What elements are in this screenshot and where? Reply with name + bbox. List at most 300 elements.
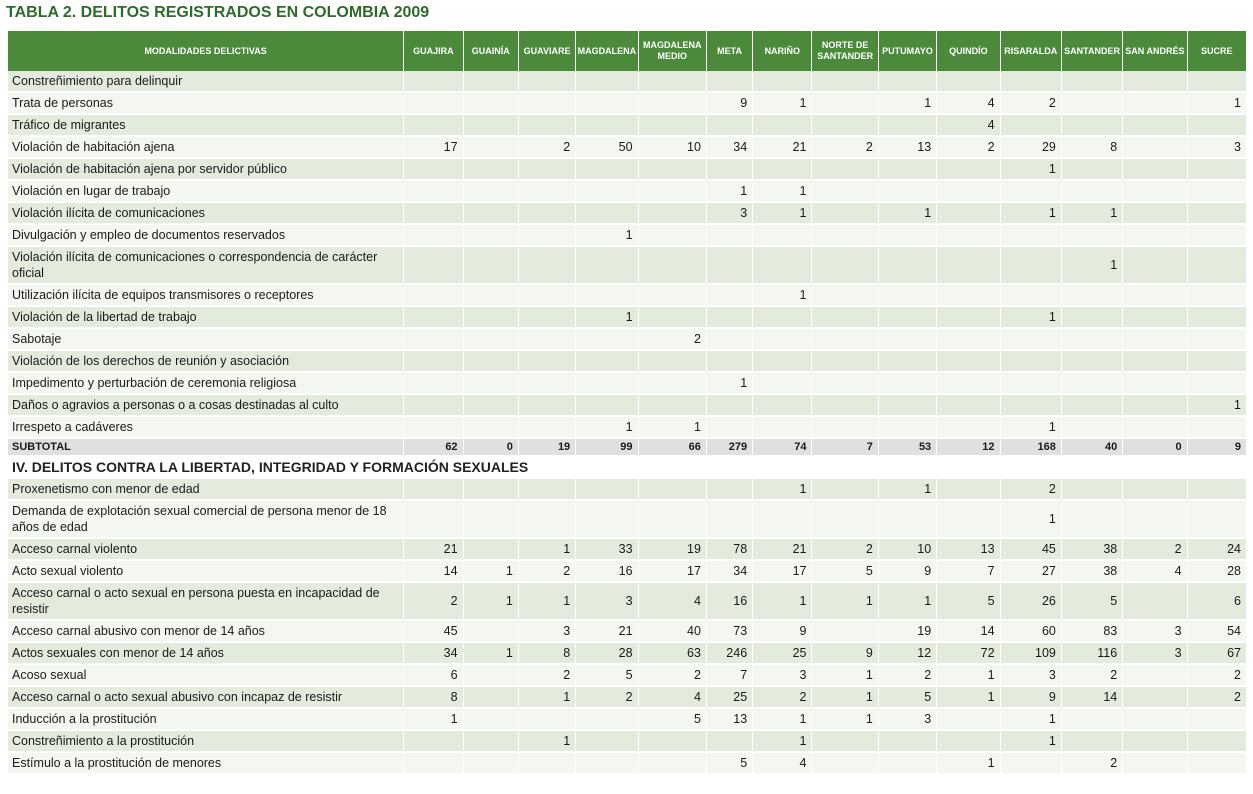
column-header-region: NARIÑO [753,31,812,71]
cell-value [518,394,575,416]
cell-value [937,730,1000,752]
cell-value [576,394,638,416]
cell-value: 12 [878,642,936,664]
cell-value: 21 [753,136,812,158]
cell-value: 1 [753,284,812,306]
cell-value [706,350,752,372]
cell-value: 10 [878,538,936,560]
cell-value: 8 [1061,136,1122,158]
cell-value [1187,180,1246,202]
cell-value [463,478,518,500]
table-row [8,350,1247,372]
cell-value [753,158,812,180]
cell-value [1123,752,1187,774]
row-label: Violación de habitación ajena por servidor público [8,158,404,180]
cell-value: 50 [576,136,638,158]
cell-value: 1 [753,730,812,752]
cell-value [638,306,706,328]
cell-value [706,416,752,438]
cell-value [753,350,812,372]
cell-value [404,306,463,328]
cell-value: 78 [706,538,752,560]
cell-value [576,202,638,224]
cell-value [463,538,518,560]
cell-value [1187,246,1246,284]
header-row [8,31,1247,71]
cell-value [1123,224,1187,246]
cell-value: 3 [1123,642,1187,664]
cell-value [878,328,936,350]
cell-value: 63 [638,642,706,664]
table-row [8,246,1247,284]
cell-value [638,730,706,752]
row-label: Tráfico de migrantes [8,114,404,136]
cell-value: 5 [638,708,706,730]
cell-value [1000,284,1061,306]
cell-value [463,350,518,372]
cell-value: 6 [1187,582,1246,620]
cell-value: 109 [1000,642,1061,664]
cell-value [937,708,1000,730]
cell-value [638,224,706,246]
cell-value [463,71,518,92]
cell-value [878,114,936,136]
cell-value: 83 [1061,620,1122,642]
cell-value: 25 [753,642,812,664]
cell-value: 1 [518,582,575,620]
cell-value: 1 [753,180,812,202]
cell-value [463,686,518,708]
cell-value [878,416,936,438]
subtotal-row [8,438,1247,456]
table-row [8,71,1247,92]
cell-value [753,246,812,284]
cell-value [1123,158,1187,180]
cell-value: 1 [1187,394,1246,416]
cell-value [463,92,518,114]
table-row [8,730,1247,752]
cell-value: 4 [937,114,1000,136]
cell-value: 21 [404,538,463,560]
cell-value [1187,500,1246,538]
table-row [8,416,1247,438]
cell-value [706,478,752,500]
cell-value: 1 [518,730,575,752]
cell-value [1123,202,1187,224]
cell-value [463,136,518,158]
cell-value [878,372,936,394]
cell-value [463,114,518,136]
cell-value [518,328,575,350]
row-label: Acceso carnal abusivo con menor de 14 años [8,620,404,642]
cell-value: 2 [1187,686,1246,708]
table-row [8,686,1247,708]
cell-value: 2 [1000,478,1061,500]
cell-value [706,394,752,416]
cell-value: 1 [1187,92,1246,114]
subtotal-value: 66 [638,438,706,456]
table-row [8,752,1247,774]
cell-value [937,416,1000,438]
cell-value: 2 [812,538,878,560]
cell-value: 14 [404,560,463,582]
cell-value [812,202,878,224]
cell-value [1123,664,1187,686]
column-header-region: SUCRE [1187,31,1246,71]
cell-value: 13 [706,708,752,730]
cell-value [1061,708,1122,730]
cell-value [878,224,936,246]
cell-value: 116 [1061,642,1122,664]
cell-value [638,350,706,372]
cell-value [937,180,1000,202]
cell-value: 26 [1000,582,1061,620]
cell-value: 6 [404,664,463,686]
cell-value: 1 [518,538,575,560]
subtotal-value: 19 [518,438,575,456]
cell-value [1123,372,1187,394]
cell-value [463,708,518,730]
table-row [8,180,1247,202]
cell-value [638,284,706,306]
subtotal-value: 9 [1187,438,1246,456]
cell-value: 8 [518,642,575,664]
cell-value [1123,306,1187,328]
cell-value [878,500,936,538]
cell-value: 54 [1187,620,1246,642]
cell-value [404,71,463,92]
table-number: TABLA 2. [6,4,77,21]
table-row [8,394,1247,416]
table-row [8,114,1247,136]
cell-value [1061,394,1122,416]
cell-value [812,158,878,180]
cell-value [1000,394,1061,416]
cell-value [518,350,575,372]
cell-value [1187,708,1246,730]
column-header-modalidades: MODALIDADES DELICTIVAS [8,31,404,71]
row-label: Utilización ilícita de equipos transmisores o receptores [8,284,404,306]
row-label: Violación ilícita de comunicaciones [8,202,404,224]
cell-value [812,500,878,538]
cell-value: 1 [463,582,518,620]
cell-value: 40 [638,620,706,642]
table-row [8,284,1247,306]
cell-value: 45 [404,620,463,642]
cell-value [1187,416,1246,438]
row-label: Irrespeto a cadáveres [8,416,404,438]
cell-value: 3 [518,620,575,642]
cell-value: 1 [463,642,518,664]
cell-value [1000,372,1061,394]
cell-value [753,224,812,246]
cell-value: 9 [753,620,812,642]
cell-value [1123,394,1187,416]
row-label: Demanda de explotación sexual comercial de persona menor de 18 años de edad [8,500,404,538]
cell-value [518,284,575,306]
cell-value [1123,284,1187,306]
cell-value [576,180,638,202]
row-label: Impedimento y perturbación de ceremonia religiosa [8,372,404,394]
cell-value: 1 [878,478,936,500]
cell-value [1061,224,1122,246]
cell-value [937,246,1000,284]
table-row [8,202,1247,224]
table-caption: DELITOS REGISTRADOS EN COLOMBIA 2009 [80,4,430,21]
cell-value [518,202,575,224]
cell-value: 1 [706,372,752,394]
column-header-region: GUAINÍA [463,31,518,71]
row-label: Actos sexuales con menor de 14 años [8,642,404,664]
cell-value [753,114,812,136]
cell-value [638,500,706,538]
cell-value [463,500,518,538]
table-row [8,372,1247,394]
subtotal-value: 62 [404,438,463,456]
cell-value [576,730,638,752]
cell-value: 2 [1061,664,1122,686]
cell-value [404,180,463,202]
section-heading-row [8,456,1247,478]
cell-value: 4 [638,582,706,620]
cell-value [638,372,706,394]
cell-value [518,246,575,284]
cell-value: 2 [404,582,463,620]
cell-value [518,92,575,114]
cell-value [638,394,706,416]
cell-value [576,92,638,114]
cell-value [1187,306,1246,328]
cell-value [1123,246,1187,284]
cell-value [1061,284,1122,306]
cell-value [878,394,936,416]
cell-value: 1 [937,752,1000,774]
table-row [8,620,1247,642]
cell-value [937,394,1000,416]
cell-value: 1 [576,416,638,438]
cell-value [1123,708,1187,730]
cell-value: 3 [753,664,812,686]
table-row [8,328,1247,350]
cell-value: 1 [576,306,638,328]
cell-value [638,478,706,500]
cell-value: 1 [753,202,812,224]
cell-value [878,306,936,328]
cell-value [404,328,463,350]
cell-value [1000,246,1061,284]
cell-value [638,246,706,284]
cell-value: 2 [1061,752,1122,774]
cell-value [1061,372,1122,394]
cell-value: 2 [576,686,638,708]
subtotal-value: 99 [576,438,638,456]
cell-value: 1 [518,686,575,708]
row-label: Acceso carnal violento [8,538,404,560]
cell-value [518,752,575,774]
row-label: Violación ilícita de comunicaciones o correspondencia de carácter oficial [8,246,404,284]
cell-value [812,328,878,350]
cell-value [463,372,518,394]
cell-value [576,284,638,306]
cell-value [706,284,752,306]
column-header-region: NORTE DE SANTANDER [812,31,878,71]
cell-value [404,372,463,394]
cell-value [463,328,518,350]
cell-value: 1 [753,582,812,620]
cell-value: 1 [1000,306,1061,328]
cell-value: 13 [937,538,1000,560]
cell-value [404,350,463,372]
cell-value [1123,136,1187,158]
cell-value [576,478,638,500]
cell-value: 7 [937,560,1000,582]
cell-value: 3 [1187,136,1246,158]
table-row [8,500,1247,538]
cell-value: 5 [1061,582,1122,620]
cell-value [812,350,878,372]
cell-value: 17 [753,560,812,582]
cell-value [1187,730,1246,752]
cell-value: 3 [1000,664,1061,686]
cell-value [1187,372,1246,394]
cell-value: 34 [706,560,752,582]
cell-value: 1 [753,478,812,500]
cell-value [706,246,752,284]
column-header-region: RISARALDA [1000,31,1061,71]
cell-value [937,350,1000,372]
cell-value [463,730,518,752]
cell-value [753,394,812,416]
cell-value [1187,114,1246,136]
subtotal-value: 0 [1123,438,1187,456]
cell-value: 5 [878,686,936,708]
cell-value: 5 [576,664,638,686]
cell-value [812,372,878,394]
subtotal-value: 74 [753,438,812,456]
cell-value [638,92,706,114]
cell-value: 60 [1000,620,1061,642]
cell-value [1061,92,1122,114]
row-label: Estímulo a la prostitución de menores [8,752,404,774]
cell-value [1061,730,1122,752]
subtotal-value: 7 [812,438,878,456]
cell-value: 8 [404,686,463,708]
cell-value: 13 [878,136,936,158]
table-row [8,560,1247,582]
cell-value [638,114,706,136]
cell-value: 2 [1123,538,1187,560]
subtotal-value: 279 [706,438,752,456]
cell-value [753,500,812,538]
cell-value [1000,328,1061,350]
cell-value: 38 [1061,538,1122,560]
column-header-region: SAN ANDRÉS [1123,31,1187,71]
cell-value: 34 [404,642,463,664]
cell-value [1123,500,1187,538]
row-label: Violación de habitación ajena [8,136,404,158]
cell-value [518,306,575,328]
column-header-region: PUTUMAYO [878,31,936,71]
cell-value: 2 [518,560,575,582]
cell-value: 9 [812,642,878,664]
cell-value [812,752,878,774]
cell-value [937,71,1000,92]
cell-value [576,246,638,284]
cell-value [404,114,463,136]
row-label: Acoso sexual [8,664,404,686]
cell-value [463,752,518,774]
cell-value [638,158,706,180]
cell-value [1123,478,1187,500]
cell-value: 2 [518,664,575,686]
cell-value [1123,71,1187,92]
cell-value: 2 [878,664,936,686]
cell-value: 1 [1000,730,1061,752]
cell-value: 3 [878,708,936,730]
cell-value [937,202,1000,224]
cell-value [812,284,878,306]
cell-value: 5 [937,582,1000,620]
cell-value [576,372,638,394]
cell-value [706,730,752,752]
cell-value [576,708,638,730]
cell-value: 1 [638,416,706,438]
cell-value [404,752,463,774]
cell-value [706,224,752,246]
table-row [8,224,1247,246]
cell-value [518,416,575,438]
cell-value [812,180,878,202]
cell-value [638,752,706,774]
cell-value [518,500,575,538]
cell-value: 21 [753,538,812,560]
cell-value [812,114,878,136]
column-header-region: SANTANDER [1061,31,1122,71]
cell-value: 25 [706,686,752,708]
cell-value [1061,478,1122,500]
cell-value: 1 [1061,202,1122,224]
cell-value [1123,582,1187,620]
cell-value [937,224,1000,246]
cell-value: 2 [753,686,812,708]
cell-value: 17 [404,136,463,158]
row-label: Violación en lugar de trabajo [8,180,404,202]
cell-value: 1 [812,686,878,708]
cell-value [812,730,878,752]
table-row [8,708,1247,730]
cell-value [638,180,706,202]
cell-value: 1 [463,560,518,582]
cell-value [1061,350,1122,372]
column-header-region: META [706,31,752,71]
cell-value [753,372,812,394]
cell-value [463,664,518,686]
cell-value: 2 [937,136,1000,158]
cell-value: 28 [576,642,638,664]
cell-value [878,158,936,180]
cell-value [1123,92,1187,114]
cell-value: 29 [1000,136,1061,158]
cell-value: 1 [812,664,878,686]
cell-value: 3 [706,202,752,224]
cell-value: 9 [706,92,752,114]
cell-value [753,306,812,328]
cell-value: 1 [1000,416,1061,438]
cell-value: 19 [638,538,706,560]
cell-value [1123,180,1187,202]
cell-value [706,71,752,92]
cell-value [937,158,1000,180]
